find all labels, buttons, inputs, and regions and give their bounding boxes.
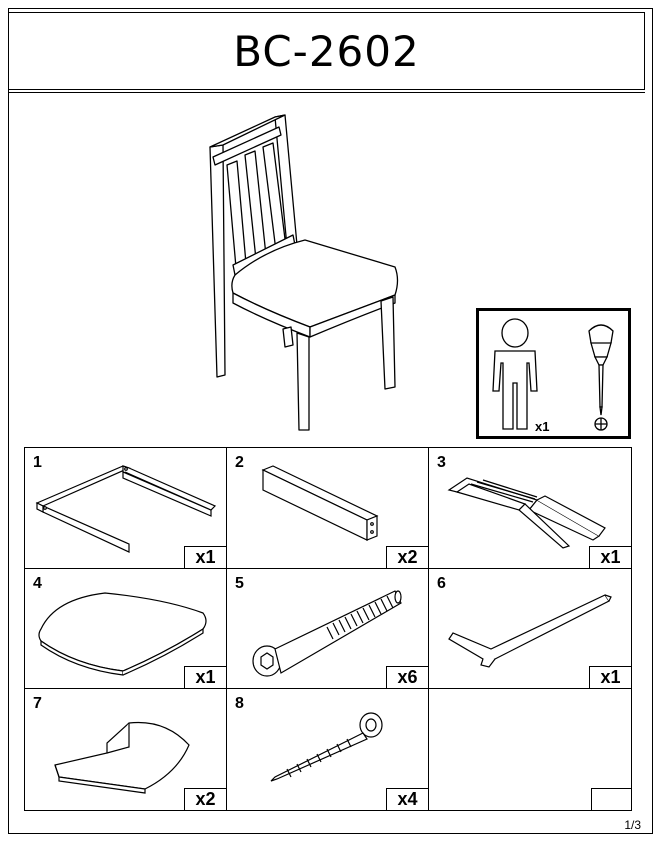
part-quantity: x1 xyxy=(589,546,631,568)
part-number: 3 xyxy=(437,454,446,471)
part-quantity: x4 xyxy=(386,788,428,810)
part-cell-1 xyxy=(25,448,227,569)
part-cell-empty xyxy=(429,689,631,810)
part-quantity: x2 xyxy=(386,546,428,568)
part-cell-8 xyxy=(227,689,429,810)
tools-quantity: x1 xyxy=(535,419,550,434)
part-number: 2 xyxy=(235,454,244,471)
parts-grid xyxy=(24,447,632,811)
part-number: 5 xyxy=(235,574,244,592)
part-number: 4 xyxy=(33,574,42,592)
title-box xyxy=(8,12,645,90)
title-divider xyxy=(8,92,645,93)
page-number: 1/3 xyxy=(624,818,641,832)
empty-quantity-box xyxy=(591,788,631,810)
part-number: 7 xyxy=(33,695,42,713)
part-cell-2 xyxy=(227,448,429,569)
part-cell-5 xyxy=(227,569,429,690)
part-cell-6 xyxy=(429,569,631,690)
part-quantity: x1 xyxy=(589,666,631,688)
part-quantity: x1 xyxy=(184,546,226,568)
part-quantity: x1 xyxy=(184,666,226,688)
part-cell-4 xyxy=(25,569,227,690)
part-number: 6 xyxy=(437,574,446,592)
person-icon xyxy=(493,319,537,429)
document-title: BC-2602 xyxy=(233,26,420,76)
tools-required-panel xyxy=(476,308,631,439)
part-number: 8 xyxy=(235,695,244,713)
part-cell-3 xyxy=(429,448,631,569)
part-cell-7 xyxy=(25,689,227,810)
dining-chair-icon xyxy=(195,105,425,435)
part-quantity: x6 xyxy=(386,666,428,688)
part-number: 1 xyxy=(33,454,42,471)
part-quantity: x2 xyxy=(184,788,226,810)
phillips-screwdriver-icon xyxy=(589,325,613,430)
